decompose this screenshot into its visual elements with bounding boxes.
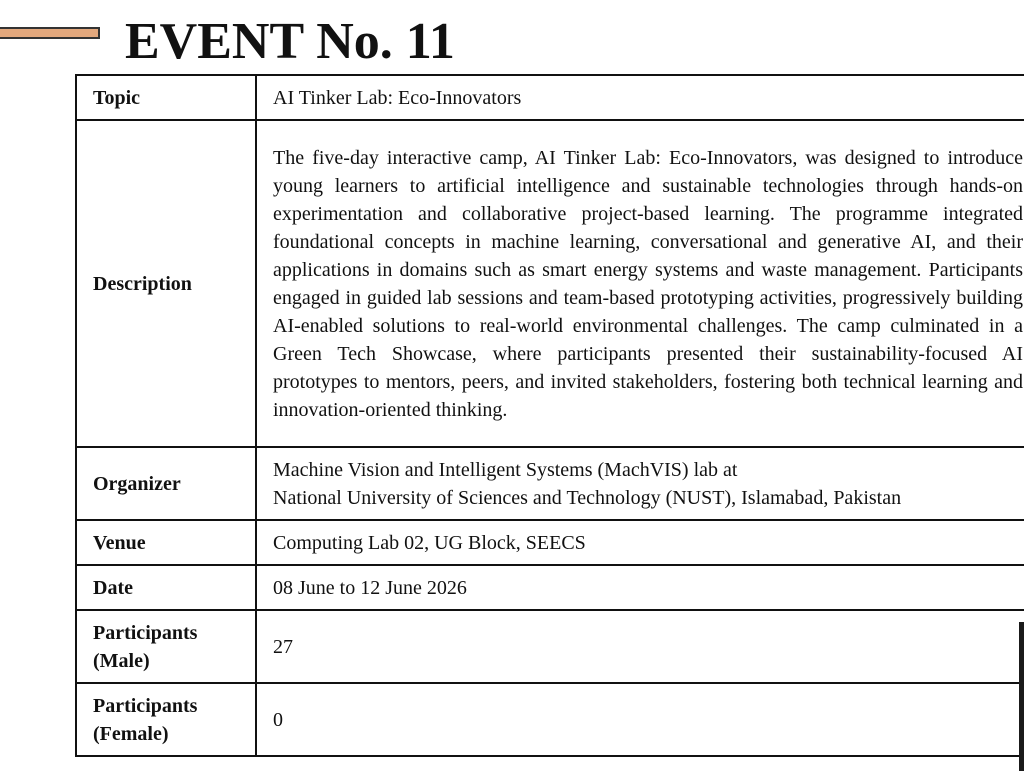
table-row-topic [76, 75, 1024, 120]
table-row-participants-female [76, 683, 1024, 756]
organizer-value [256, 447, 1024, 520]
table-row-date [76, 565, 1024, 610]
table-row-organizer [76, 447, 1024, 520]
participants-male-label-line-1: Participants [93, 621, 198, 644]
organizer-label: Organizer [76, 447, 256, 520]
participants-female-label-line-1: Participants [93, 694, 198, 717]
table-row-description [76, 120, 1024, 447]
topic-value: AI Tinker Lab: Eco-Innovators [256, 75, 1024, 120]
event-details-table [75, 74, 1024, 757]
participants-female-value: 0 [256, 683, 1024, 756]
organizer-line-1: Machine Vision and Intelligent Systems (MachVIS) lab at [273, 458, 738, 481]
venue-value: Computing Lab 02, UG Block, SEECS [256, 520, 1024, 565]
table-row-venue [76, 520, 1024, 565]
venue-label: Venue [76, 520, 256, 565]
date-value: 08 June to 12 June 2026 [256, 565, 1024, 610]
description-value: The five-day interactive camp, AI Tinker Lab: Eco-Innovators, was designed to introduce young learners to artificial intelligence and sustainable technologies through hands-on experimentation and collaborative project-based learning. The programme integrated foundational concepts in machine learning, conversational and generative AI, and their applications in domains such as smart energy systems and waste management. Participants engaged in guided lab sessions and team-based prototyping activities, progressively building AI-enabled solutions to real-world environmental challenges. The camp culminated in a Green Tech Showcase, where participants presented their sustainability-focused AI prototypes to mentors, peers, and invited stakeholders, fostering both technical learning and innovation-oriented thinking. [256, 120, 1024, 447]
title-accent-bar [0, 27, 100, 39]
table-row-participants-male [76, 610, 1024, 683]
participants-female-label [76, 683, 256, 756]
right-edge-scan-artifact [1019, 622, 1024, 771]
description-label: Description [76, 120, 256, 447]
event-title: EVENT No. 11 [125, 13, 455, 70]
date-label: Date [76, 565, 256, 610]
participants-male-value: 27 [256, 610, 1024, 683]
participants-female-label-line-2: (Female) [93, 722, 169, 745]
topic-label: Topic [76, 75, 256, 120]
organizer-line-2: National University of Sciences and Technology (NUST), Islamabad, Pakistan [273, 486, 902, 509]
participants-male-label-line-2: (Male) [93, 649, 150, 672]
participants-male-label [76, 610, 256, 683]
